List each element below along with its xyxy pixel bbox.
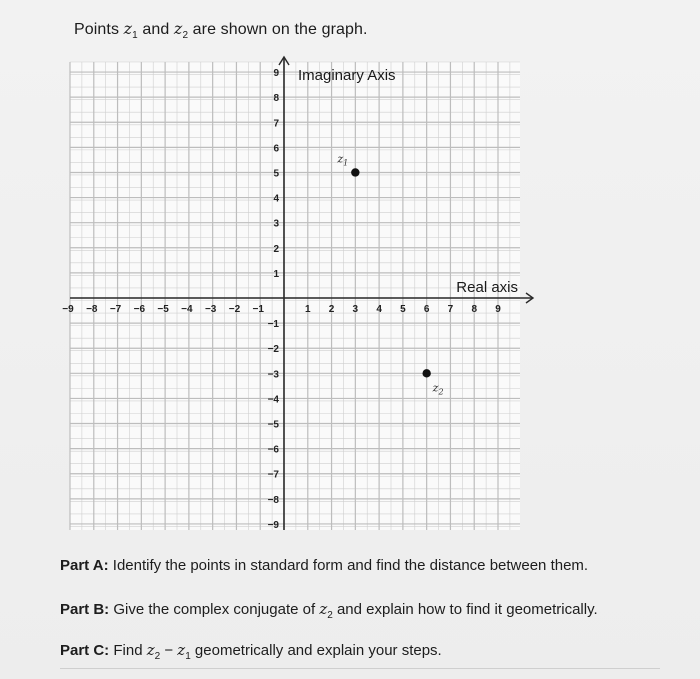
z1-subscript: 1 [132,30,138,42]
x-tick-label: −1 [252,304,264,315]
x-tick-label: 5 [400,304,406,315]
part-c-expr-a-sub: 2 [154,651,161,662]
x-tick-label: −3 [204,304,217,315]
part-c-label: Part C: [60,642,110,659]
y-tick-label: −2 [267,344,279,356]
y-tick-label: 7 [273,118,279,130]
y-tick-label: −4 [267,394,279,406]
x-tick-label: −2 [228,304,241,315]
x-tick-label: −6 [133,304,146,315]
x-tick-label: 7 [447,304,454,315]
x-tick-label: 3 [352,304,359,315]
intro-prefix: Points [74,21,124,38]
x-tick-label: −7 [109,304,122,315]
part-c-text-after: geometrically and explain your steps. [190,642,442,659]
x-tick-label: 8 [471,304,478,315]
part-b-text-before: Give the complex conjugate of [109,601,320,618]
z2-symbol: z [173,19,183,38]
y-tick-label: 2 [273,243,279,255]
part-a-text: Identify the points in standard form and find the distance between them. [108,557,589,574]
part-c-text-before: Find [109,642,147,659]
y-tick-label: 9 [273,68,279,80]
x-tick-label: −5 [157,304,169,315]
part-c [60,641,442,662]
point-z1 [351,168,359,176]
part-c-expr-b: z [177,641,186,659]
part-a-label: Part A: [60,557,109,574]
part-b [60,600,598,621]
part-c-expr-a: z [146,641,155,659]
y-tick-label: −9 [267,519,279,531]
y-tick-label: 6 [273,143,279,155]
y-tick-label: 5 [273,168,279,180]
point-label-z2: $z_2$ [432,381,444,397]
y-tick-label: 1 [273,268,279,280]
real-axis-title: Real axis [456,279,518,296]
divider [60,668,660,675]
y-tick-label: −3 [267,369,279,381]
point-z2 [422,369,430,377]
z1-symbol: z [123,19,133,38]
x-tick-label: 6 [423,304,430,315]
x-tick-label: −9 [62,304,74,315]
y-tick-label: −7 [267,469,279,481]
y-tick-label: −6 [267,444,279,456]
y-tick-label: −5 [267,419,279,431]
part-b-subscript: 2 [327,610,333,621]
x-tick-label: −4 [181,304,193,315]
part-b-text-after: and explain how to find it geometrically. [332,601,598,618]
y-tick-label: −1 [267,319,279,331]
x-tick-label: 4 [376,304,382,315]
part-c-operator: − [160,642,178,659]
intro-suffix: are shown on the graph. [188,21,368,38]
y-tick-label: 8 [273,93,279,105]
part-b-label: Part B: [60,601,110,618]
intro-and: and [137,21,174,38]
point-label-z1: $z_1$ [337,152,349,168]
x-tick-label: −8 [86,304,98,315]
x-tick-label: 1 [304,304,311,315]
part-b-symbol: z [319,600,328,618]
imaginary-axis-title: Imaginary Axis [298,67,396,84]
part-c-expr-b-sub: 1 [185,651,191,662]
graph-background [70,62,520,530]
x-tick-label: 2 [328,304,335,315]
x-tick-label: 9 [495,304,501,315]
y-tick-label: −8 [267,494,279,506]
y-tick-label: 4 [273,193,279,205]
z2-subscript: 2 [182,30,189,42]
part-a [60,557,588,574]
y-tick-label: 3 [273,218,279,230]
